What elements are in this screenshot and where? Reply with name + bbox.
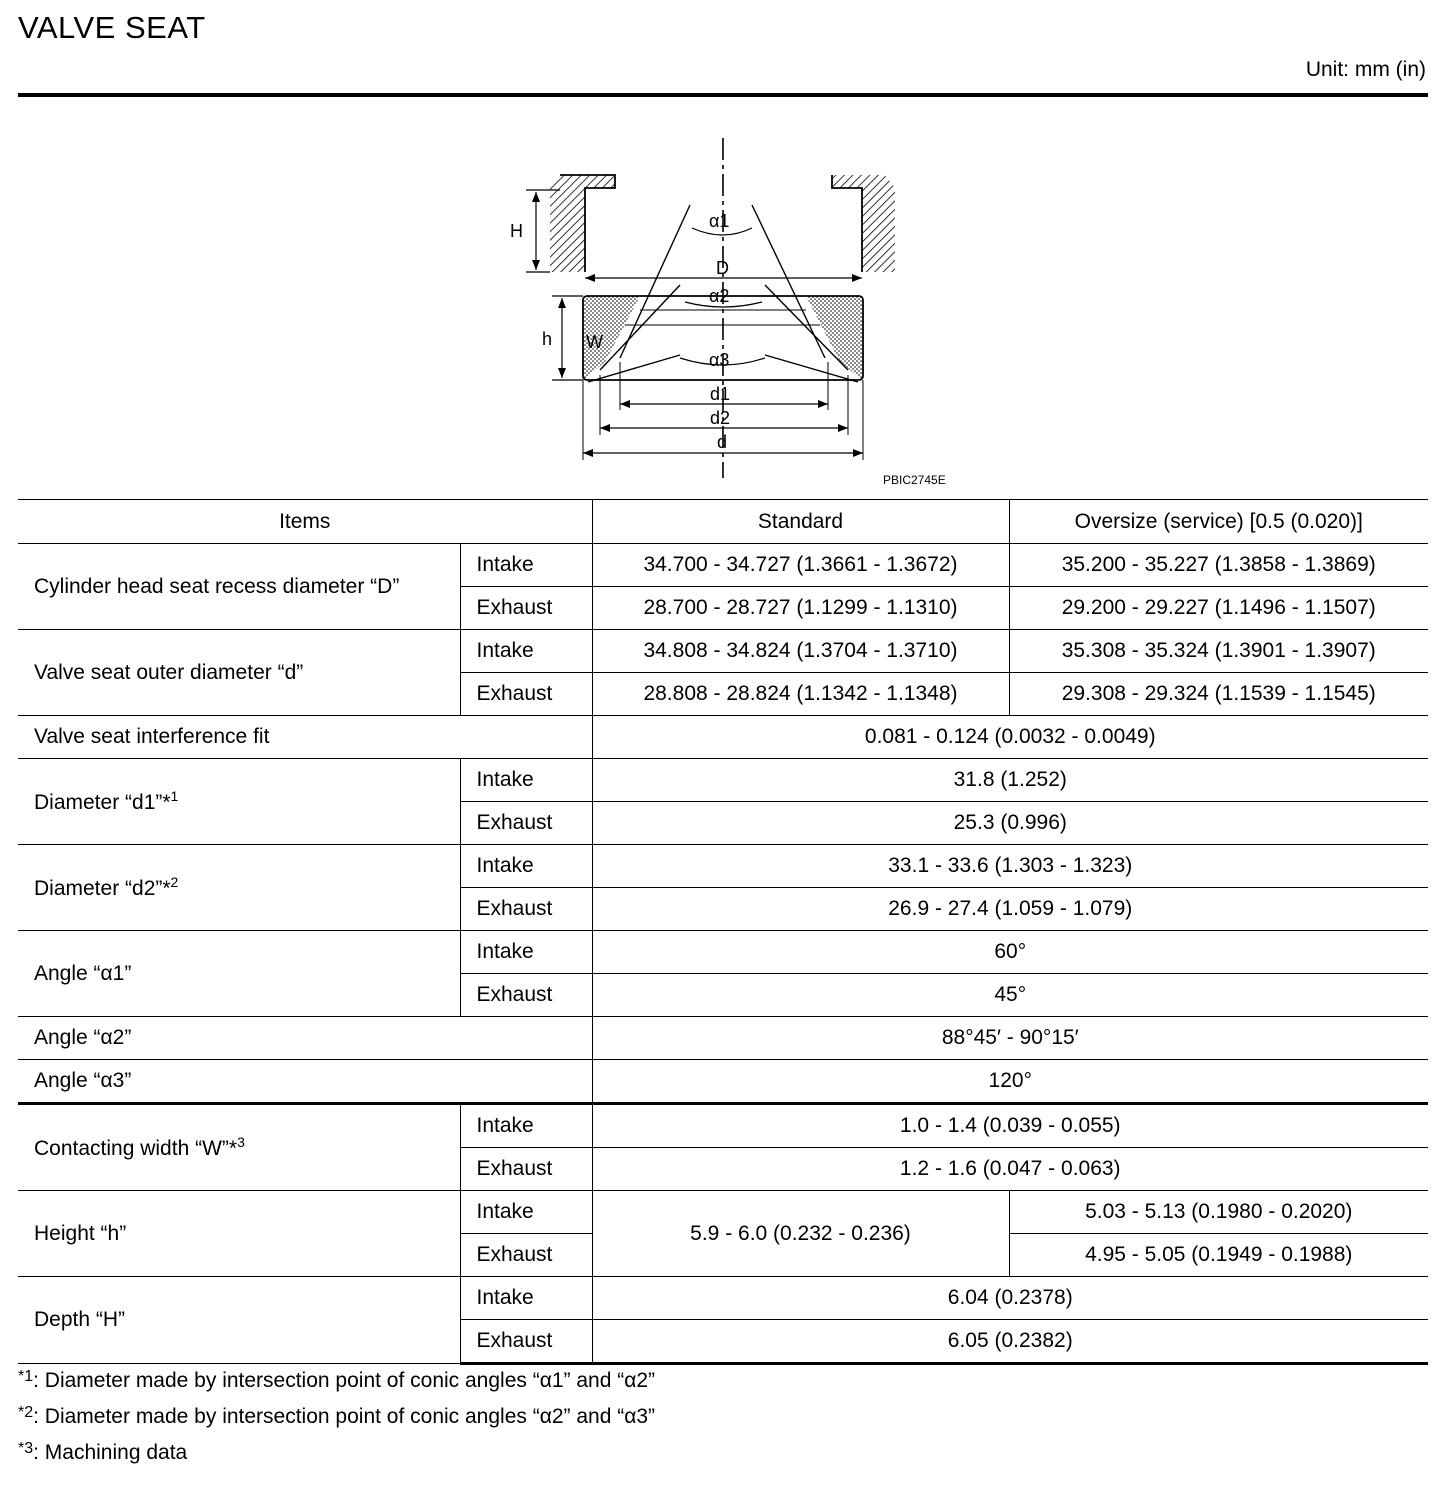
cell: 35.200 - 35.227 (1.3858 - 1.3869) (1009, 544, 1428, 587)
footnote-mark: 1 (170, 788, 179, 804)
footnote-text: : Diameter made by intersection point of conic angles “α2” and “α3” (33, 1405, 656, 1428)
cell: 29.308 - 29.324 (1.1539 - 1.1545) (1009, 673, 1428, 716)
header-oversize: Oversize (service) [0.5 (0.020)] (1009, 500, 1428, 544)
footnote (18, 1404, 655, 1440)
sub-intake: Intake (460, 1191, 592, 1234)
row-label: Angle “α1” (18, 931, 460, 1017)
table-row (18, 716, 1428, 759)
label-a2: α2 (709, 286, 730, 306)
cell: 45° (592, 974, 1428, 1017)
cell: 1.0 - 1.4 (0.039 - 0.055) (592, 1104, 1428, 1148)
label-h: h (542, 329, 553, 349)
row-label: Cylinder head seat recess diameter “D” (18, 544, 460, 630)
valve-seat-diagram (490, 130, 970, 495)
label-text: Diameter “d2”* (34, 877, 171, 900)
table-row (18, 630, 1428, 673)
cell: 4.95 - 5.05 (0.1949 - 0.1988) (1009, 1234, 1428, 1277)
table-row (18, 1277, 1428, 1320)
table-row (18, 1017, 1428, 1060)
cell: 26.9 - 27.4 (1.059 - 1.079) (592, 888, 1428, 931)
footnote-mark: 3 (237, 1134, 245, 1150)
label-d: d (717, 432, 728, 452)
figure-code: PBIC2745E (883, 473, 946, 487)
table-row (18, 845, 1428, 888)
cell: 0.081 - 0.124 (0.0032 - 0.0049) (592, 716, 1428, 759)
table-row (18, 931, 1428, 974)
label-text: Contacting width “W”* (34, 1137, 238, 1160)
cell: 5.9 - 6.0 (0.232 - 0.236) (592, 1191, 1009, 1277)
footnote-text: : Machining data (33, 1441, 188, 1464)
valve-seat-spec-table (18, 500, 1428, 1365)
sub-intake: Intake (460, 931, 592, 974)
footnote-text: : Diameter made by intersection point of conic angles “α1” and “α2” (33, 1369, 656, 1392)
cell: 5.03 - 5.13 (0.1980 - 0.2020) (1009, 1191, 1428, 1234)
cell: 25.3 (0.996) (592, 802, 1428, 845)
footnote-mark: 2 (170, 874, 179, 890)
sub-exhaust: Exhaust (460, 587, 592, 630)
cell: 28.808 - 28.824 (1.1342 - 1.1348) (592, 673, 1009, 716)
label-a1: α1 (709, 211, 730, 231)
table-row (18, 1104, 1428, 1148)
row-label (18, 845, 460, 931)
sub-exhaust: Exhaust (460, 802, 592, 845)
cell: 34.808 - 34.824 (1.3704 - 1.3710) (592, 630, 1009, 673)
table-row (18, 759, 1428, 802)
sub-exhaust: Exhaust (460, 974, 592, 1017)
footnote (18, 1440, 655, 1476)
row-label: Angle “α3” (18, 1060, 592, 1104)
cell: 120° (592, 1060, 1428, 1104)
cell: 1.2 - 1.6 (0.047 - 0.063) (592, 1148, 1428, 1191)
footnote-mark: *3 (18, 1440, 34, 1457)
top-rule (18, 93, 1428, 97)
cell: 31.8 (1.252) (592, 759, 1428, 802)
label-H: H (510, 221, 523, 241)
sub-exhaust: Exhaust (460, 1234, 592, 1277)
header-items: Items (18, 500, 592, 544)
cell: 29.200 - 29.227 (1.1496 - 1.1507) (1009, 587, 1428, 630)
cell: 33.1 - 33.6 (1.303 - 1.323) (592, 845, 1428, 888)
row-label: Angle “α2” (18, 1017, 592, 1060)
row-label: Valve seat outer diameter “d” (18, 630, 460, 716)
table-row (18, 1191, 1428, 1234)
page-title: VALVE SEAT (18, 10, 206, 45)
table-header-row (18, 500, 1428, 544)
unit-label: Unit: mm (in) (1305, 58, 1426, 81)
sub-exhaust: Exhaust (460, 888, 592, 931)
row-label (18, 1104, 460, 1191)
cell: 88°45′ - 90°15′ (592, 1017, 1428, 1060)
sub-intake: Intake (460, 1104, 592, 1148)
label-d2: d2 (710, 408, 731, 428)
sub-intake: Intake (460, 845, 592, 888)
sub-intake: Intake (460, 1277, 592, 1320)
row-label (18, 759, 460, 845)
row-label: Depth “H” (18, 1277, 460, 1364)
sub-intake: Intake (460, 544, 592, 587)
cell: 6.04 (0.2378) (592, 1277, 1428, 1320)
label-text: Diameter “d1”* (34, 791, 171, 814)
footnote-mark: *1 (18, 1368, 34, 1385)
sub-exhaust: Exhaust (460, 1320, 592, 1364)
cell: 6.05 (0.2382) (592, 1320, 1428, 1364)
sub-exhaust: Exhaust (460, 1148, 592, 1191)
footnote-mark: *2 (18, 1404, 34, 1421)
cell: 28.700 - 28.727 (1.1299 - 1.1310) (592, 587, 1009, 630)
label-D: D (716, 258, 729, 278)
label-a3: α3 (709, 350, 730, 370)
cell: 35.308 - 35.324 (1.3901 - 1.3907) (1009, 630, 1428, 673)
cell: 34.700 - 34.727 (1.3661 - 1.3672) (592, 544, 1009, 587)
sub-exhaust: Exhaust (460, 673, 592, 716)
label-W: W (586, 332, 603, 352)
table-row (18, 1060, 1428, 1104)
header-standard: Standard (592, 500, 1009, 544)
label-d1: d1 (710, 384, 731, 404)
row-label: Valve seat interference fit (18, 716, 592, 759)
row-label: Height “h” (18, 1191, 460, 1277)
sub-intake: Intake (460, 759, 592, 802)
sub-intake: Intake (460, 630, 592, 673)
footnote (18, 1368, 655, 1404)
cell: 60° (592, 931, 1428, 974)
table-row (18, 544, 1428, 587)
footnotes (18, 1368, 655, 1476)
